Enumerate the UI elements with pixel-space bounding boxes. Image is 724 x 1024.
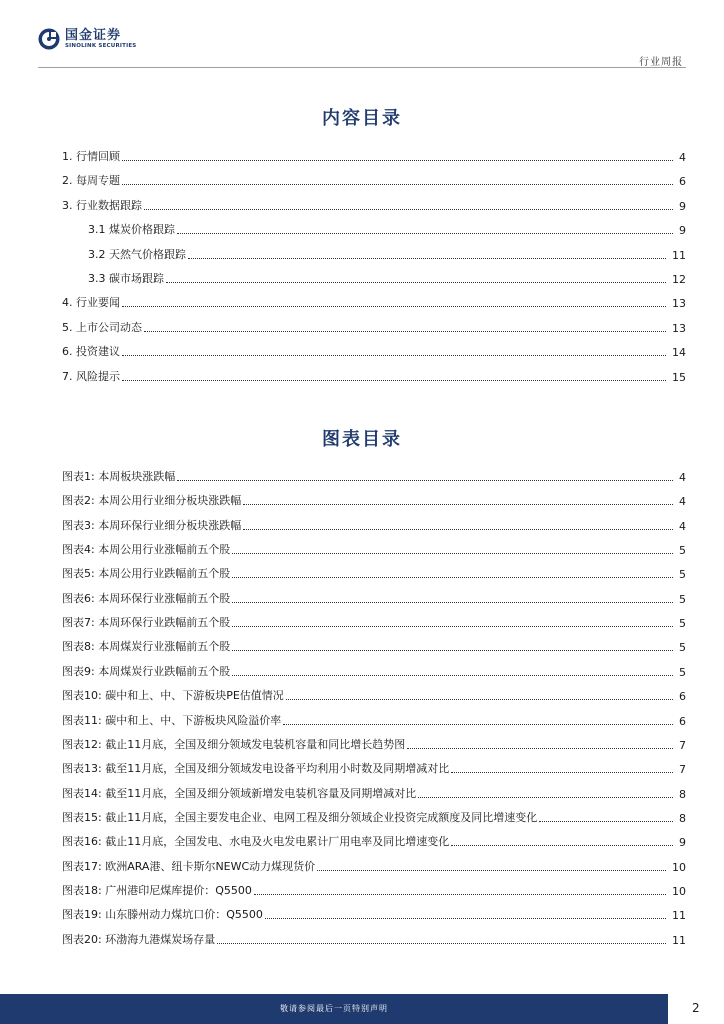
dot-leader: [243, 529, 673, 530]
dot-leader: [451, 845, 673, 846]
dot-leader: [451, 772, 673, 773]
toc-entry-label: 3.1 煤炭价格跟踪: [88, 223, 175, 237]
toc-entry-page: 9: [679, 224, 686, 238]
figure-entry[interactable]: [62, 906, 686, 922]
toc-entry-label: 图表16: 截止11月底，全国发电、水电及火电发电累计厂用电率及同比增速变化: [62, 835, 450, 849]
toc-entry-label: 6. 投资建议: [62, 345, 120, 359]
dot-leader: [166, 282, 666, 283]
toc-entry-label: 图表15: 截止11月底，全国主要发电企业、电网工程及细分领域企业投资完成额度及同比增速变化: [62, 810, 538, 824]
toc-entry-page: 7: [679, 763, 686, 777]
figure-entry[interactable]: [62, 517, 686, 533]
toc-entry-label: 图表7: 本周环保行业跌幅前五个股: [62, 616, 231, 630]
toc-entry-label: 图表3: 本周环保行业细分板块涨跌幅: [62, 518, 242, 532]
dot-leader: [407, 748, 673, 749]
toc-entry-label: 4. 行业要闻: [62, 296, 120, 310]
toc-entry-label: 图表14: 截至11月底，全国及细分领域新增发电装机容量及同期增减对比: [62, 786, 417, 800]
figure-entry[interactable]: [62, 541, 686, 557]
toc-entry-label: 图表9: 本周煤炭行业跌幅前五个股: [62, 664, 231, 678]
toc-entry-page: 11: [672, 933, 686, 947]
dot-leader: [317, 870, 666, 871]
toc-entry-label: 图表13: 截至11月底，全国及细分领域发电设备平均利用小时数及同期增减对比: [62, 762, 450, 776]
dot-leader: [539, 821, 673, 822]
figure-entry[interactable]: [62, 882, 686, 898]
dot-leader: [418, 797, 673, 798]
toc-entry-page: 7: [679, 738, 686, 752]
figure-entry[interactable]: [62, 590, 686, 606]
dot-leader: [188, 258, 666, 259]
figure-entry[interactable]: [62, 468, 686, 484]
company-logo: [38, 28, 136, 50]
page-header: [0, 0, 724, 70]
dot-leader: [177, 480, 673, 481]
dot-leader: [177, 233, 673, 234]
toc-entry-page: 4: [679, 519, 686, 533]
toc-entry-label: 图表5: 本周公用行业跌幅前五个股: [62, 567, 231, 581]
toc-entry-page: 4: [679, 471, 686, 484]
figure-entry[interactable]: [62, 663, 686, 679]
toc-entry-label: 图表6: 本周环保行业涨幅前五个股: [62, 591, 231, 605]
toc-entry-page: 11: [672, 248, 686, 262]
page-number: 2: [692, 1001, 700, 1015]
toc-entry-page: 5: [679, 665, 686, 679]
figures-title: 图表目录: [322, 429, 402, 450]
dot-leader: [232, 577, 673, 578]
toc-entry-page: 9: [679, 199, 686, 213]
dot-leader: [232, 602, 673, 603]
toc-entry-label: 3.2 天然气价格跟踪: [88, 247, 186, 261]
dot-leader: [286, 699, 673, 700]
contents-entry[interactable]: [62, 343, 686, 359]
toc-entry-page: 5: [679, 592, 686, 606]
sinolink-logo-icon: [38, 28, 60, 50]
toc-entry-page: 15: [672, 370, 686, 384]
toc-entry-page: 6: [679, 690, 686, 704]
dot-leader: [122, 355, 666, 356]
toc-entry-label: 图表18: 广州港印尼煤库提价：Q5500: [62, 883, 252, 897]
contents-entry[interactable]: [88, 221, 686, 237]
toc-entry-page: 13: [672, 321, 686, 335]
footer-notice: 敬请参阅最后一页特别声明: [280, 1004, 388, 1013]
figure-entry[interactable]: [62, 760, 686, 776]
header-divider: [38, 67, 686, 68]
dot-leader: [254, 894, 666, 895]
toc-entry-page: 5: [679, 617, 686, 631]
contents-entry[interactable]: [62, 197, 686, 213]
logo-english-name: SINOLINK SECURITIES: [65, 42, 137, 49]
dot-leader: [265, 918, 666, 919]
page-footer: [0, 994, 724, 1024]
figure-entry[interactable]: [62, 614, 686, 630]
figure-entry[interactable]: [62, 931, 686, 947]
toc-entry-label: 1. 行情回顾: [62, 150, 120, 163]
dot-leader: [243, 504, 673, 505]
figure-entry[interactable]: [62, 492, 686, 508]
dot-leader: [232, 553, 673, 554]
toc-entry-label: 图表1: 本周板块涨跌幅: [62, 470, 176, 483]
toc-entry-label: 3. 行业数据跟踪: [62, 198, 142, 212]
contents-entry[interactable]: [62, 294, 686, 310]
contents-entry[interactable]: [62, 368, 686, 384]
toc-entry-label: 图表4: 本周公用行业涨幅前五个股: [62, 543, 231, 557]
dot-leader: [232, 626, 673, 627]
toc-entry-page: 10: [672, 860, 686, 874]
toc-entry-label: 图表10: 碳中和上、中、下游板块PE估值情况: [62, 689, 284, 703]
document-type-label: 行业周报: [639, 57, 683, 68]
toc-entry-label: 2. 每周专题: [62, 174, 120, 188]
figure-entry[interactable]: [62, 687, 686, 703]
toc-entry-page: 6: [679, 714, 686, 728]
toc-entry-page: 4: [679, 151, 686, 164]
toc-entry-page: 5: [679, 568, 686, 582]
toc-entry-label: 图表19: 山东滕州动力煤坑口价：Q5500: [62, 908, 263, 922]
toc-entry-page: 14: [672, 346, 686, 360]
toc-entry-page: 5: [679, 641, 686, 655]
toc-entry-label: 3.3 碳市场跟踪: [88, 272, 164, 285]
toc-entry-page: 4: [679, 495, 686, 509]
toc-entry-page: 11: [672, 909, 686, 923]
figure-entry[interactable]: [62, 565, 686, 581]
contents-entry[interactable]: [62, 319, 686, 335]
toc-entry-label: 图表8: 本周煤炭行业涨幅前五个股: [62, 640, 231, 654]
toc-entry-page: 8: [679, 811, 686, 825]
figure-entry[interactable]: [62, 809, 686, 825]
dot-leader: [122, 306, 666, 307]
figure-entry[interactable]: [62, 833, 686, 849]
figure-entry[interactable]: [62, 858, 686, 874]
figure-entry[interactable]: [62, 712, 686, 728]
toc-entry-label: 7. 风险提示: [62, 369, 120, 383]
dot-leader: [217, 943, 666, 944]
contents-entry[interactable]: [88, 246, 686, 262]
dot-leader: [283, 724, 673, 725]
figure-entry[interactable]: [62, 638, 686, 654]
toc-entry-page: 5: [679, 544, 686, 558]
toc-entry-label: 图表20: 环渤海九港煤炭场存量: [62, 932, 216, 946]
figure-entry[interactable]: [62, 785, 686, 801]
toc-entry-label: 图表11: 碳中和上、中、下游板块风险溢价率: [62, 713, 282, 727]
dot-leader: [144, 209, 673, 210]
logo-chinese-name: 国金证券: [65, 27, 122, 43]
toc-entry-page: 8: [679, 787, 686, 801]
toc-entry-label: 图表12: 截止11月底，全国及细分领域发电装机容量和同比增长趋势图: [62, 737, 406, 751]
figure-entry[interactable]: [62, 736, 686, 752]
contents-entry[interactable]: [62, 172, 686, 188]
toc-entry-label: 图表2: 本周公用行业细分板块涨跌幅: [62, 494, 242, 508]
contents-title: 内容目录: [322, 108, 402, 129]
dot-leader: [122, 184, 673, 185]
contents-entry[interactable]: [88, 270, 686, 286]
dot-leader: [144, 331, 666, 332]
toc-entry-page: 10: [672, 884, 686, 898]
dot-leader: [232, 650, 673, 651]
toc-entry-page: 6: [679, 175, 686, 189]
toc-entry-page: 12: [672, 273, 686, 286]
dot-leader: [232, 675, 673, 676]
toc-entry-label: 图表17: 欧洲ARA港、纽卡斯尔NEWC动力煤现货价: [62, 859, 316, 873]
toc-entry-page: 9: [679, 836, 686, 850]
contents-entry[interactable]: [62, 148, 686, 164]
toc-entry-label: 5. 上市公司动态: [62, 320, 142, 334]
dot-leader: [122, 380, 666, 381]
dot-leader: [122, 160, 673, 161]
toc-entry-page: 13: [672, 297, 686, 311]
